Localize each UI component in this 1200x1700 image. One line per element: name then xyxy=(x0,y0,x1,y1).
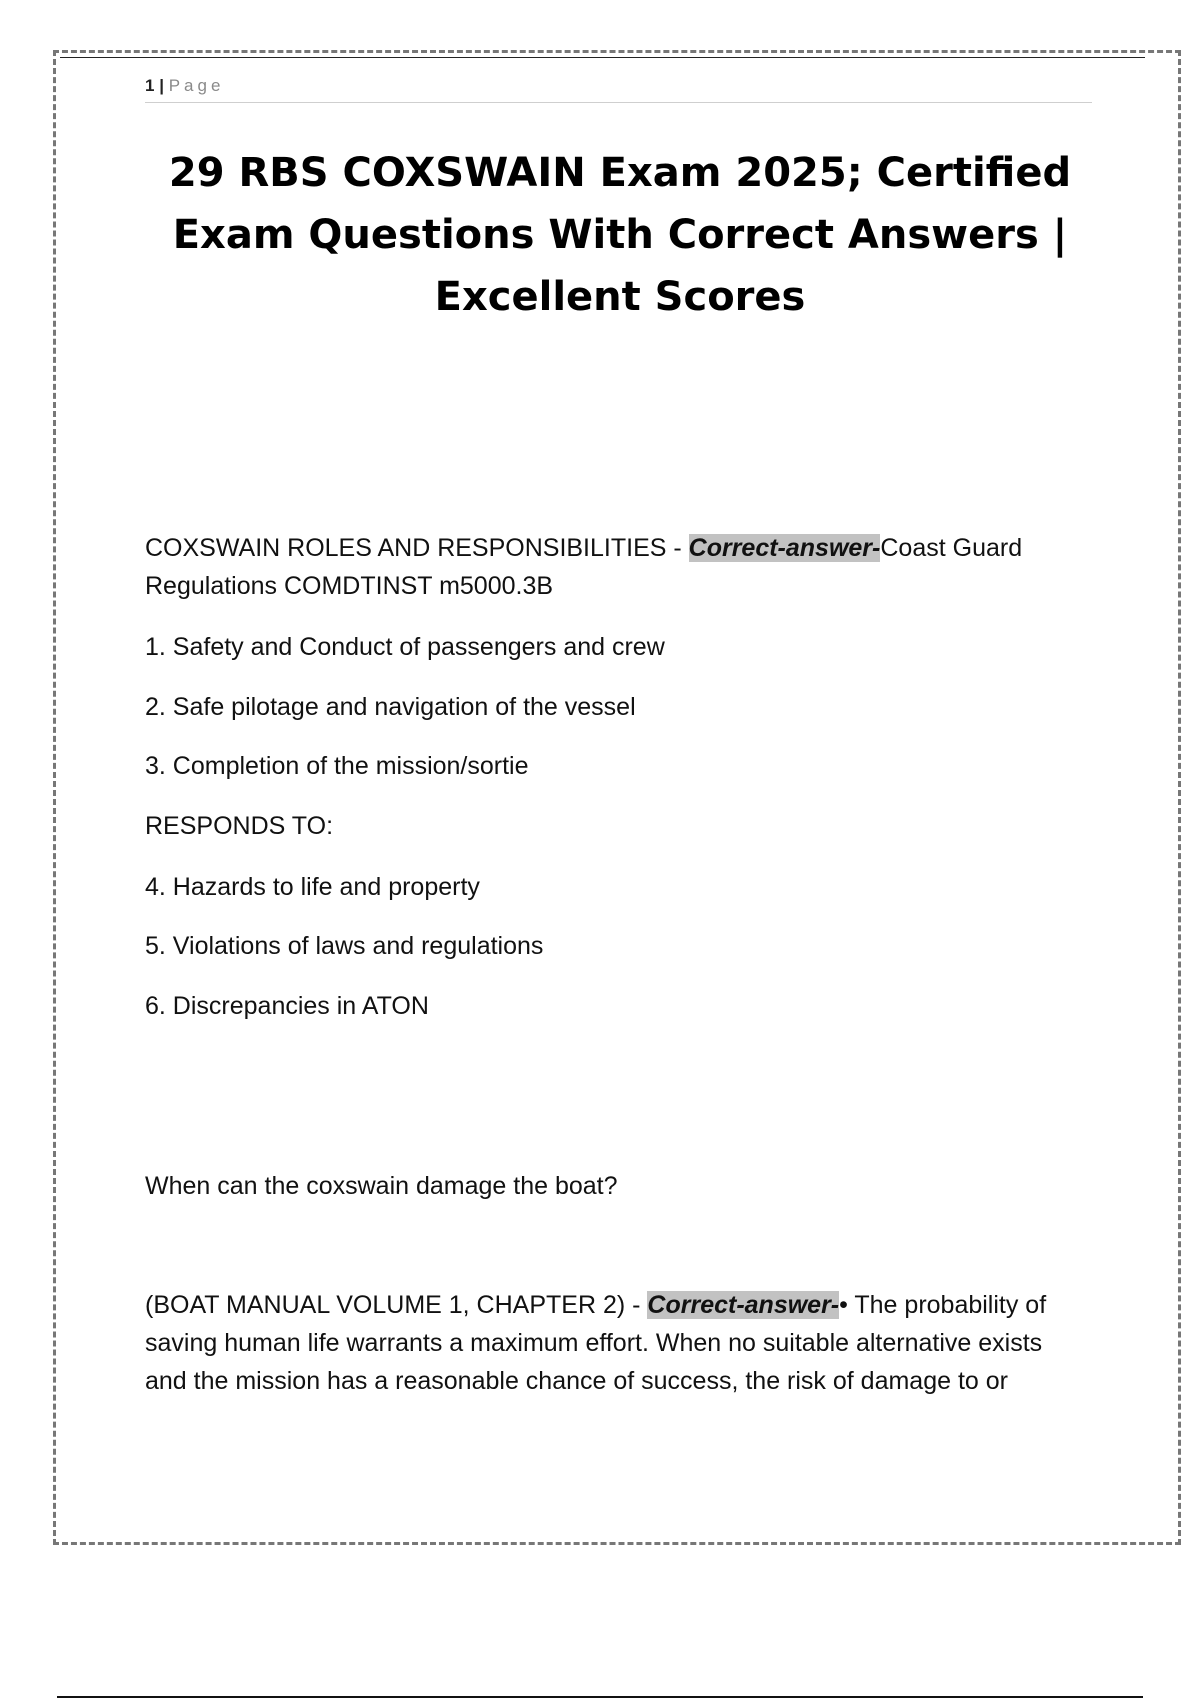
correct-answer-tag: Correct-answer- xyxy=(647,1291,840,1319)
answer-text-line-3: and the mission has a reasonable chance of success, the risk of damage to or xyxy=(145,1367,1008,1395)
question-boat-manual xyxy=(145,1286,1046,1400)
question-damage-boat: When can the coxswain damage the boat? xyxy=(145,1172,618,1200)
list-item: 5. Violations of laws and regulations xyxy=(145,932,544,960)
question-text: COXSWAIN ROLES AND RESPONSIBILITIES - xyxy=(145,534,689,562)
answer-text: • The probability of xyxy=(839,1291,1047,1319)
question-text: (BOAT MANUAL VOLUME 1, CHAPTER 2) - xyxy=(145,1291,648,1319)
list-item: 4. Hazards to life and property xyxy=(145,873,480,901)
answer-text-line-2: Regulations COMDTINST m5000.3B xyxy=(145,572,554,600)
title-line-3: Excellent Scores xyxy=(434,274,806,320)
bottom-rule xyxy=(57,1696,1143,1698)
page-number: 1 xyxy=(145,76,155,95)
title-line-2: Exam Questions With Correct Answers | xyxy=(172,212,1068,258)
document-title xyxy=(130,142,1110,328)
answer-text-line-2: saving human life warrants a maximum effort. When no suitable alternative exists xyxy=(145,1329,1043,1357)
page-separator: | xyxy=(159,76,164,95)
list-item: 6. Discrepancies in ATON xyxy=(145,992,429,1020)
list-item: 3. Completion of the mission/sortie xyxy=(145,752,529,780)
page-label: Page xyxy=(168,76,225,95)
title-line-1: 29 RBS COXSWAIN Exam 2025; Certified xyxy=(168,150,1072,196)
list-item: 2. Safe pilotage and navigation of the vessel xyxy=(145,693,636,721)
frame-top-rule xyxy=(60,57,1145,58)
page-header xyxy=(145,74,1092,103)
list-item: 1. Safety and Conduct of passengers and crew xyxy=(145,633,665,661)
correct-answer-tag: Correct-answer- xyxy=(688,534,881,562)
answer-text: Coast Guard xyxy=(880,534,1023,562)
question-roles xyxy=(145,529,1022,605)
list-subheading: RESPONDS TO: xyxy=(145,812,334,840)
